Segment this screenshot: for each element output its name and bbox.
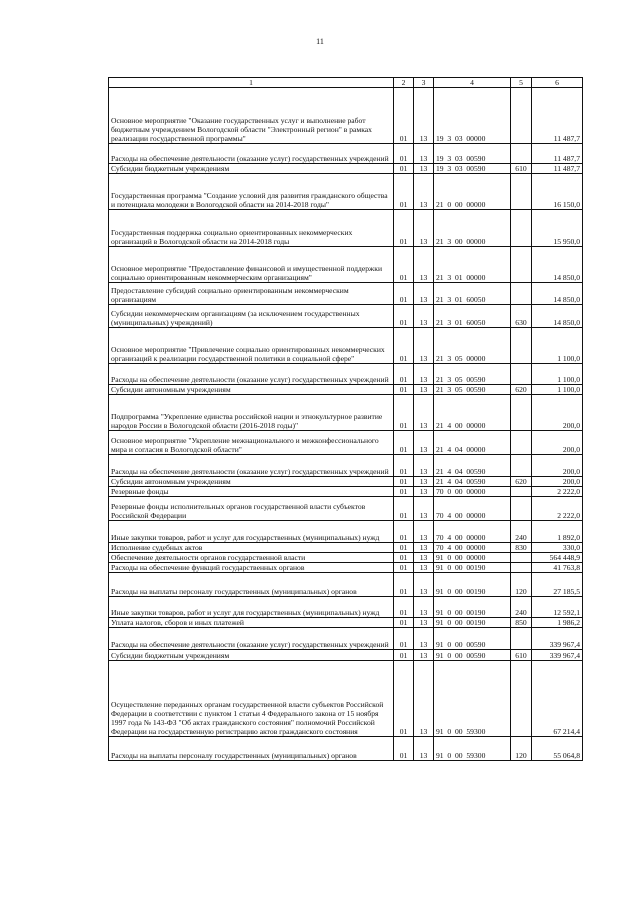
table-row xyxy=(109,364,583,385)
row-expense-type: 240 xyxy=(511,521,532,543)
row-section: 01 xyxy=(394,164,414,174)
header-cell: 1 xyxy=(109,78,394,88)
row-target-article: 91 0 00 00590 xyxy=(434,628,511,650)
table-row xyxy=(109,328,583,364)
row-amount: 200,0 xyxy=(532,455,583,477)
row-subsection: 13 xyxy=(414,563,434,573)
row-expense-type xyxy=(511,283,532,305)
table-row xyxy=(109,431,583,455)
table-row xyxy=(109,497,583,521)
row-subsection: 13 xyxy=(414,628,434,650)
row-subsection: 13 xyxy=(414,497,434,521)
table-row xyxy=(109,144,583,164)
table-row xyxy=(109,487,583,497)
row-name: Основное мероприятие "Оказание государственных услуг и выполнение работ бюджетным учреждением Вологодской области "Электронный регион" в рамках реализации государственной программы" xyxy=(109,88,394,144)
row-name: Уплата налогов, сборов и иных платежей xyxy=(109,618,394,628)
row-target-article: 19 3 03 00590 xyxy=(434,144,511,164)
row-name: Субсидии автономным учреждениям xyxy=(109,385,394,395)
row-expense-type xyxy=(511,553,532,563)
row-name: Резервные фонды xyxy=(109,487,394,497)
row-subsection: 13 xyxy=(414,305,434,328)
row-section: 01 xyxy=(394,455,414,477)
row-target-article: 70 4 00 00000 xyxy=(434,521,511,543)
row-target-article: 70 4 00 00000 xyxy=(434,497,511,521)
row-target-article: 21 3 05 00590 xyxy=(434,364,511,385)
row-name: Обеспечение деятельности органов государственной власти xyxy=(109,553,394,563)
row-target-article: 91 0 00 00190 xyxy=(434,573,511,597)
row-name: Иные закупки товаров, работ и услуг для государственных (муниципальных) нужд xyxy=(109,521,394,543)
header-cell: 2 xyxy=(394,78,414,88)
row-subsection: 13 xyxy=(414,144,434,164)
table-row xyxy=(109,174,583,210)
row-expense-type xyxy=(511,661,532,737)
row-subsection: 13 xyxy=(414,650,434,661)
row-amount: 2 222,0 xyxy=(532,487,583,497)
row-subsection: 13 xyxy=(414,477,434,487)
row-section: 01 xyxy=(394,650,414,661)
row-amount: 1 100,0 xyxy=(532,385,583,395)
row-subsection: 13 xyxy=(414,455,434,477)
table-row xyxy=(109,618,583,628)
row-expense-type: 120 xyxy=(511,573,532,597)
row-name: Субсидии автономным учреждениям xyxy=(109,477,394,487)
row-expense-type xyxy=(511,455,532,477)
row-expense-type xyxy=(511,563,532,573)
row-section: 01 xyxy=(394,364,414,385)
row-expense-type xyxy=(511,395,532,431)
row-name: Подпрограмма "Укрепление единства российской нации и этнокультурное развитие народов России в Вологодской области (2016-2018 годы)" xyxy=(109,395,394,431)
page-number: 11 xyxy=(316,37,324,46)
row-expense-type xyxy=(511,487,532,497)
row-amount: 200,0 xyxy=(532,431,583,455)
row-amount: 27 185,5 xyxy=(532,573,583,597)
row-name: Расходы на выплаты персоналу государственных (муниципальных) органов xyxy=(109,573,394,597)
row-expense-type xyxy=(511,144,532,164)
row-amount: 12 592,1 xyxy=(532,597,583,618)
row-amount: 11 487,7 xyxy=(532,88,583,144)
row-subsection: 13 xyxy=(414,573,434,597)
table-row xyxy=(109,88,583,144)
row-subsection: 13 xyxy=(414,164,434,174)
row-expense-type: 620 xyxy=(511,477,532,487)
row-name: Резервные фонды исполнительных органов государственной власти субъектов Российской Федерации xyxy=(109,497,394,521)
row-name: Субсидии некоммерческим организациям (за исключением государственных (муниципальных) учреждений) xyxy=(109,305,394,328)
row-subsection: 13 xyxy=(414,661,434,737)
table-row xyxy=(109,164,583,174)
row-name: Расходы на обеспечение деятельности (оказание услуг) государственных учреждений xyxy=(109,364,394,385)
row-name: Расходы на обеспечение деятельности (оказание услуг) государственных учреждений xyxy=(109,628,394,650)
row-target-article: 21 0 00 00000 xyxy=(434,174,511,210)
row-expense-type xyxy=(511,247,532,283)
row-section: 01 xyxy=(394,573,414,597)
row-amount: 339 967,4 xyxy=(532,650,583,661)
row-amount: 1 986,2 xyxy=(532,618,583,628)
row-name: Иные закупки товаров, работ и услуг для государственных (муниципальных) нужд xyxy=(109,597,394,618)
row-amount: 1 892,0 xyxy=(532,521,583,543)
row-name: Государственная программа "Создание условий для развития гражданского общества и потенциала молодежи в Вологодской области на 2014-2018 годы" xyxy=(109,174,394,210)
row-target-article: 91 0 00 00190 xyxy=(434,597,511,618)
row-name: Расходы на обеспечение функций государственных органов xyxy=(109,563,394,573)
table-row xyxy=(109,553,583,563)
row-amount: 67 214,4 xyxy=(532,661,583,737)
row-section: 01 xyxy=(394,628,414,650)
row-expense-type xyxy=(511,497,532,521)
row-amount: 55 064,8 xyxy=(532,737,583,761)
row-amount: 11 487,7 xyxy=(532,164,583,174)
row-amount: 564 448,9 xyxy=(532,553,583,563)
row-amount: 1 100,0 xyxy=(532,364,583,385)
row-subsection: 13 xyxy=(414,431,434,455)
row-amount: 15 950,0 xyxy=(532,210,583,247)
row-subsection: 13 xyxy=(414,385,434,395)
row-subsection: 13 xyxy=(414,328,434,364)
row-name: Исполнение судебных актов xyxy=(109,543,394,553)
row-subsection: 13 xyxy=(414,553,434,563)
row-expense-type xyxy=(511,364,532,385)
row-target-article: 91 0 00 00000 xyxy=(434,553,511,563)
row-target-article: 21 3 00 00000 xyxy=(434,210,511,247)
row-target-article: 91 0 00 59300 xyxy=(434,737,511,761)
row-subsection: 13 xyxy=(414,737,434,761)
table-row xyxy=(109,737,583,761)
row-subsection: 13 xyxy=(414,487,434,497)
row-expense-type: 620 xyxy=(511,385,532,395)
row-target-article: 21 4 00 00000 xyxy=(434,395,511,431)
row-target-article: 21 3 01 60050 xyxy=(434,283,511,305)
row-section: 01 xyxy=(394,543,414,553)
row-amount: 14 850,0 xyxy=(532,247,583,283)
row-subsection: 13 xyxy=(414,210,434,247)
row-expense-type: 610 xyxy=(511,164,532,174)
table-row xyxy=(109,477,583,487)
row-section: 01 xyxy=(394,247,414,283)
row-target-article: 21 4 04 00590 xyxy=(434,477,511,487)
row-name: Предоставление субсидий социально ориентированным некоммерческим организациям xyxy=(109,283,394,305)
row-section: 01 xyxy=(394,521,414,543)
row-subsection: 13 xyxy=(414,174,434,210)
row-target-article: 70 0 00 00000 xyxy=(434,487,511,497)
row-subsection: 13 xyxy=(414,597,434,618)
row-amount: 200,0 xyxy=(532,477,583,487)
table-row xyxy=(109,385,583,395)
row-subsection: 13 xyxy=(414,395,434,431)
row-section: 01 xyxy=(394,305,414,328)
row-amount: 2 222,0 xyxy=(532,497,583,521)
row-expense-type: 610 xyxy=(511,650,532,661)
row-target-article: 91 0 00 59300 xyxy=(434,661,511,737)
table-row xyxy=(109,521,583,543)
row-name: Расходы на выплаты персоналу государственных (муниципальных) органов xyxy=(109,737,394,761)
header-cell: 4 xyxy=(434,78,511,88)
row-target-article: 21 3 01 60050 xyxy=(434,305,511,328)
row-amount: 14 850,0 xyxy=(532,283,583,305)
row-expense-type: 240 xyxy=(511,597,532,618)
row-amount: 330,0 xyxy=(532,543,583,553)
row-target-article: 21 4 04 00000 xyxy=(434,431,511,455)
table-row xyxy=(109,305,583,328)
table-row xyxy=(109,543,583,553)
row-section: 01 xyxy=(394,395,414,431)
row-section: 01 xyxy=(394,618,414,628)
header-cell: 6 xyxy=(532,78,583,88)
row-name: Субсидии бюджетным учреждениям xyxy=(109,164,394,174)
row-subsection: 13 xyxy=(414,364,434,385)
row-name: Основное мероприятие "Предоставление финансовой и имущественной поддержки социально ориентированным некоммерческим организациям" xyxy=(109,247,394,283)
row-expense-type: 850 xyxy=(511,618,532,628)
table-row xyxy=(109,210,583,247)
row-expense-type xyxy=(511,628,532,650)
table-row xyxy=(109,661,583,737)
row-section: 01 xyxy=(394,737,414,761)
row-target-article: 19 3 03 00000 xyxy=(434,88,511,144)
row-section: 01 xyxy=(394,497,414,521)
row-section: 01 xyxy=(394,328,414,364)
row-target-article: 21 3 05 00000 xyxy=(434,328,511,364)
header-row xyxy=(109,78,583,88)
row-name: Основное мероприятие "Привлечение социально ориентированных некоммерческих организаций к реализации государственной политики в социальной сфере" xyxy=(109,328,394,364)
table-row xyxy=(109,628,583,650)
row-target-article: 91 0 00 00190 xyxy=(434,563,511,573)
table-row xyxy=(109,395,583,431)
budget-table xyxy=(108,77,583,761)
row-section: 01 xyxy=(394,431,414,455)
row-expense-type xyxy=(511,210,532,247)
table-row xyxy=(109,573,583,597)
row-amount: 200,0 xyxy=(532,395,583,431)
row-amount: 339 967,4 xyxy=(532,628,583,650)
row-target-article: 21 4 04 00590 xyxy=(434,455,511,477)
row-target-article: 21 3 05 00590 xyxy=(434,385,511,395)
row-expense-type xyxy=(511,88,532,144)
row-section: 01 xyxy=(394,661,414,737)
row-name: Расходы на обеспечение деятельности (оказание услуг) государственных учреждений xyxy=(109,144,394,164)
row-expense-type xyxy=(511,328,532,364)
row-section: 01 xyxy=(394,553,414,563)
row-section: 01 xyxy=(394,144,414,164)
row-subsection: 13 xyxy=(414,283,434,305)
row-target-article: 19 3 03 00590 xyxy=(434,164,511,174)
row-amount: 11 487,7 xyxy=(532,144,583,164)
row-expense-type: 830 xyxy=(511,543,532,553)
row-subsection: 13 xyxy=(414,618,434,628)
row-amount: 1 100,0 xyxy=(532,328,583,364)
row-amount: 16 150,0 xyxy=(532,174,583,210)
row-subsection: 13 xyxy=(414,521,434,543)
table-row xyxy=(109,283,583,305)
row-subsection: 13 xyxy=(414,543,434,553)
row-target-article: 91 0 00 00590 xyxy=(434,650,511,661)
row-section: 01 xyxy=(394,477,414,487)
table-row xyxy=(109,563,583,573)
table-row xyxy=(109,650,583,661)
row-expense-type: 630 xyxy=(511,305,532,328)
header-cell: 3 xyxy=(414,78,434,88)
row-amount: 14 850,0 xyxy=(532,305,583,328)
row-subsection: 13 xyxy=(414,88,434,144)
row-name: Осуществление переданных органам государственной власти субъектов Российской Федерации в соответствии с пунктом 1 статьи 4 Федерального закона от 15 ноября 1997 года № 143-ФЗ "Об актах гражданского состояния" полномочий Российской Федерации на государственную регистрацию актов гражданского состояния xyxy=(109,661,394,737)
row-section: 01 xyxy=(394,385,414,395)
table-row xyxy=(109,597,583,618)
row-section: 01 xyxy=(394,174,414,210)
row-subsection: 13 xyxy=(414,247,434,283)
row-section: 01 xyxy=(394,597,414,618)
row-section: 01 xyxy=(394,283,414,305)
row-amount: 41 763,8 xyxy=(532,563,583,573)
row-name: Основное мероприятие "Укрепление межнационального и межконфессионального мира и согласия в Вологодской области" xyxy=(109,431,394,455)
table-row xyxy=(109,247,583,283)
row-expense-type xyxy=(511,431,532,455)
row-expense-type: 120 xyxy=(511,737,532,761)
row-section: 01 xyxy=(394,487,414,497)
row-section: 01 xyxy=(394,563,414,573)
row-name: Субсидии бюджетным учреждениям xyxy=(109,650,394,661)
row-section: 01 xyxy=(394,210,414,247)
row-target-article: 70 4 00 00000 xyxy=(434,543,511,553)
row-expense-type xyxy=(511,174,532,210)
row-target-article: 91 0 00 00190 xyxy=(434,618,511,628)
row-section: 01 xyxy=(394,88,414,144)
row-name: Государственная поддержка социально ориентированных некоммерческих организаций в Вологодской области на 2014-2018 годы xyxy=(109,210,394,247)
table-row xyxy=(109,455,583,477)
row-name: Расходы на обеспечение деятельности (оказание услуг) государственных учреждений xyxy=(109,455,394,477)
row-target-article: 21 3 01 00000 xyxy=(434,247,511,283)
header-cell: 5 xyxy=(511,78,532,88)
